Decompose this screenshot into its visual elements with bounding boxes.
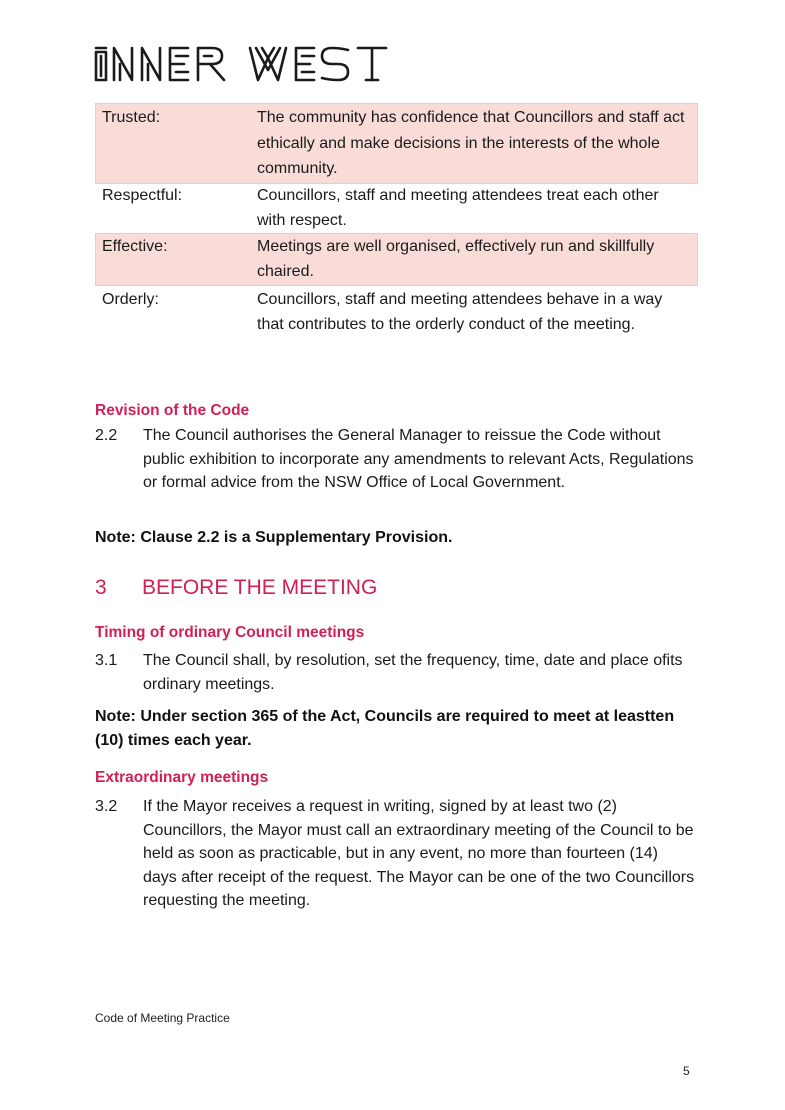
clause-text: The Council authorises the General Manager to reissue the Code without public exhibition to incorporate any amendments to relevant Acts, Regulations or formal advice from the NSW Office of Local Government. xyxy=(143,427,694,492)
value-definition: Councillors, staff and meeting attendees treat each other with respect. xyxy=(257,186,659,229)
value-term: Orderly: xyxy=(102,290,159,308)
revision-heading: Revision of the Code xyxy=(95,402,250,419)
timing-heading: Timing of ordinary Council meetings xyxy=(95,624,365,641)
clause-number: 3.2 xyxy=(95,798,118,815)
section-title: BEFORE THE MEETING xyxy=(142,576,378,599)
value-definition: Councillors, staff and meeting attendees behave in a way that contributes to the orderly conduct of the meeting. xyxy=(257,290,663,333)
clause-3-2 xyxy=(95,795,695,913)
extraordinary-heading: Extraordinary meetings xyxy=(95,769,269,786)
values-table xyxy=(96,104,697,338)
value-term: Effective: xyxy=(96,234,251,285)
page-number: 5 xyxy=(683,1064,690,1078)
clause-3-1 xyxy=(95,649,695,696)
table-row xyxy=(96,183,697,234)
inner-west-logo xyxy=(94,44,390,84)
table-row xyxy=(96,285,697,338)
table-row xyxy=(96,234,697,285)
timing-note: Note: Under section 365 of the Act, Councils are required to meet at leastten (10) times each year. xyxy=(95,708,675,749)
value-definition: Meetings are well organised, effectively run and skillfully chaired. xyxy=(251,234,697,285)
clause-number: 2.2 xyxy=(95,427,118,444)
section-number: 3 xyxy=(95,576,107,599)
revision-note: Note: Clause 2.2 is a Supplementary Provision. xyxy=(95,529,453,546)
value-term: Respectful: xyxy=(102,186,183,204)
clause-number: 3.1 xyxy=(95,652,118,669)
value-term: Trusted: xyxy=(96,104,251,183)
footer-doc-title: Code of Meeting Practice xyxy=(95,1011,230,1025)
clause-text: The Council shall, by resolution, set the frequency, time, date and place ofits ordinary meetings. xyxy=(143,652,683,693)
table-row xyxy=(96,104,697,183)
clause-2-2 xyxy=(95,424,695,495)
value-definition: The community has confidence that Councillors and staff act ethically and make decisions in the interests of the whole community. xyxy=(251,104,697,183)
clause-text: If the Mayor receives a request in writing, signed by at least two (2) Councillors, the Mayor must call an extraordinary meeting of the Council to be held as soon as practicable, but in any event, no more than fourteen (14) days after receipt of the request. The Mayor can be one of the two Councillors requesting the meeting. xyxy=(143,798,695,910)
section-heading xyxy=(95,576,377,600)
